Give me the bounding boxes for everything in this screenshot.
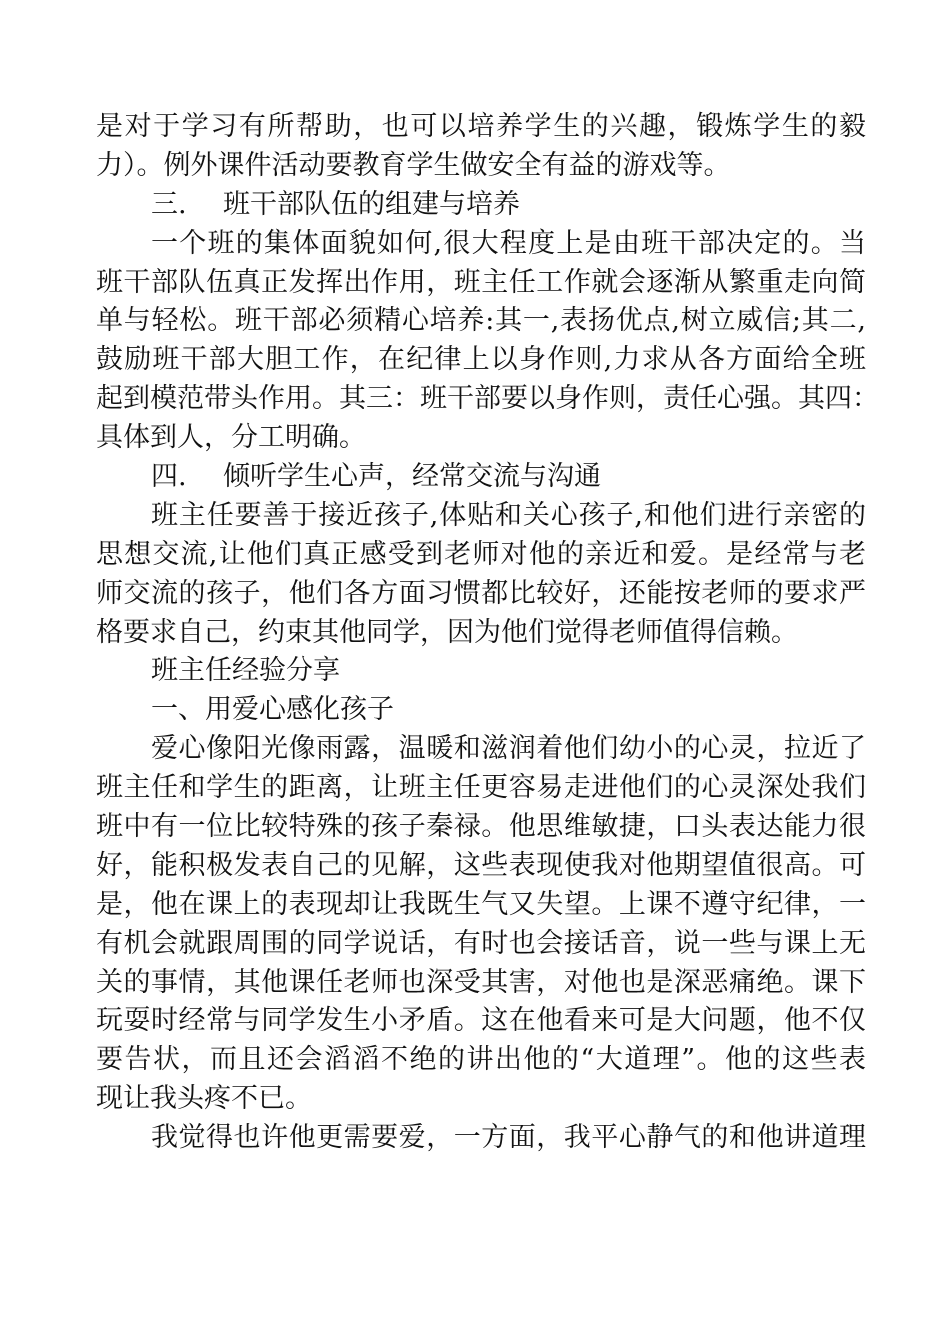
text-line: 思想交流,让他们真正感受到老师对他的亲近和爱。是经常与老 <box>96 538 866 570</box>
text-line: 师交流的孩子，他们各方面习惯都比较好，还能按老师的要求严 <box>96 577 866 609</box>
heading-number: 四. <box>151 461 187 493</box>
section-title: 班主任经验分享 <box>151 655 340 687</box>
section-heading-3 <box>96 186 866 225</box>
text-line: 鼓励班干部大胆工作，在纪律上以身作则,力求从各方面给全班 <box>96 344 866 376</box>
text-line: 班干部队伍真正发挥出作用，班主任工作就会逐渐从繁重走向简 <box>96 266 866 298</box>
text-line: 班主任和学生的距离，让班主任更容易走进他们的心灵深处我们 <box>96 772 866 804</box>
document-page <box>96 108 879 1158</box>
heading-text: 倾听学生心声，经常交流与沟通 <box>223 461 601 493</box>
text-line: 起到模范带头作用。其三：班干部要以身作则，责任心强。其四： <box>96 383 879 415</box>
text-line: 现让我头疼不已。 <box>96 1083 312 1115</box>
text-line: 格要求自己，约束其他同学，因为他们觉得老师值得信赖。 <box>96 616 798 648</box>
text-line: 关的事情，其他课任老师也深受其害，对他也是深恶痛绝。课下 <box>96 966 866 998</box>
heading-text: 班干部队伍的组建与培养 <box>223 188 520 220</box>
text-line: 是对于学习有所帮助，也可以培养学生的兴趣，锻炼学生的毅 <box>96 111 866 142</box>
text-line: 班主任要善于接近孩子,体贴和关心孩子,和他们进行亲密的 <box>151 499 866 531</box>
text-line: 我觉得也许他更需要爱，一方面，我平心静气的和他讲道理 <box>151 1122 866 1154</box>
text-line: 有机会就跟周围的同学说话，有时也会接话音，说一些与课上无 <box>96 927 866 959</box>
text-line: 一个班的集体面貌如何,很大程度上是由班干部决定的。当 <box>151 227 866 259</box>
text-line: 是，他在课上的表现却让我既生气又失望。上课不遵守纪律，一 <box>96 888 866 920</box>
text-line: 爱心像阳光像雨露，温暖和滋润着他们幼小的心灵，拉近了 <box>151 733 866 765</box>
subsection-title: 一、用爱心感化孩子 <box>151 694 394 726</box>
text-line: 具体到人，分工明确。 <box>96 422 366 454</box>
text-line: 要告状，而且还会滔滔不绝的讲出他的“大道理”。他的这些表 <box>96 1044 866 1076</box>
section-heading-4 <box>96 458 866 497</box>
text-line: 力）。例外课件活动要教育学生做安全有益的游戏等。 <box>96 149 731 181</box>
text-line: 单与轻松。班干部必须精心培养:其一,表扬优点,树立威信;其二, <box>96 305 866 337</box>
text-line: 玩耍时经常与同学发生小矛盾。这在他看来可是大问题，他不仅 <box>96 1005 866 1037</box>
text-line: 好，能积极发表自己的见解，这些表现使我对他期望值很高。可 <box>96 849 866 881</box>
heading-number: 三. <box>151 188 187 220</box>
text-line: 班中有一位比较特殊的孩子秦禄。他思维敏捷，口头表达能力很 <box>96 811 866 843</box>
